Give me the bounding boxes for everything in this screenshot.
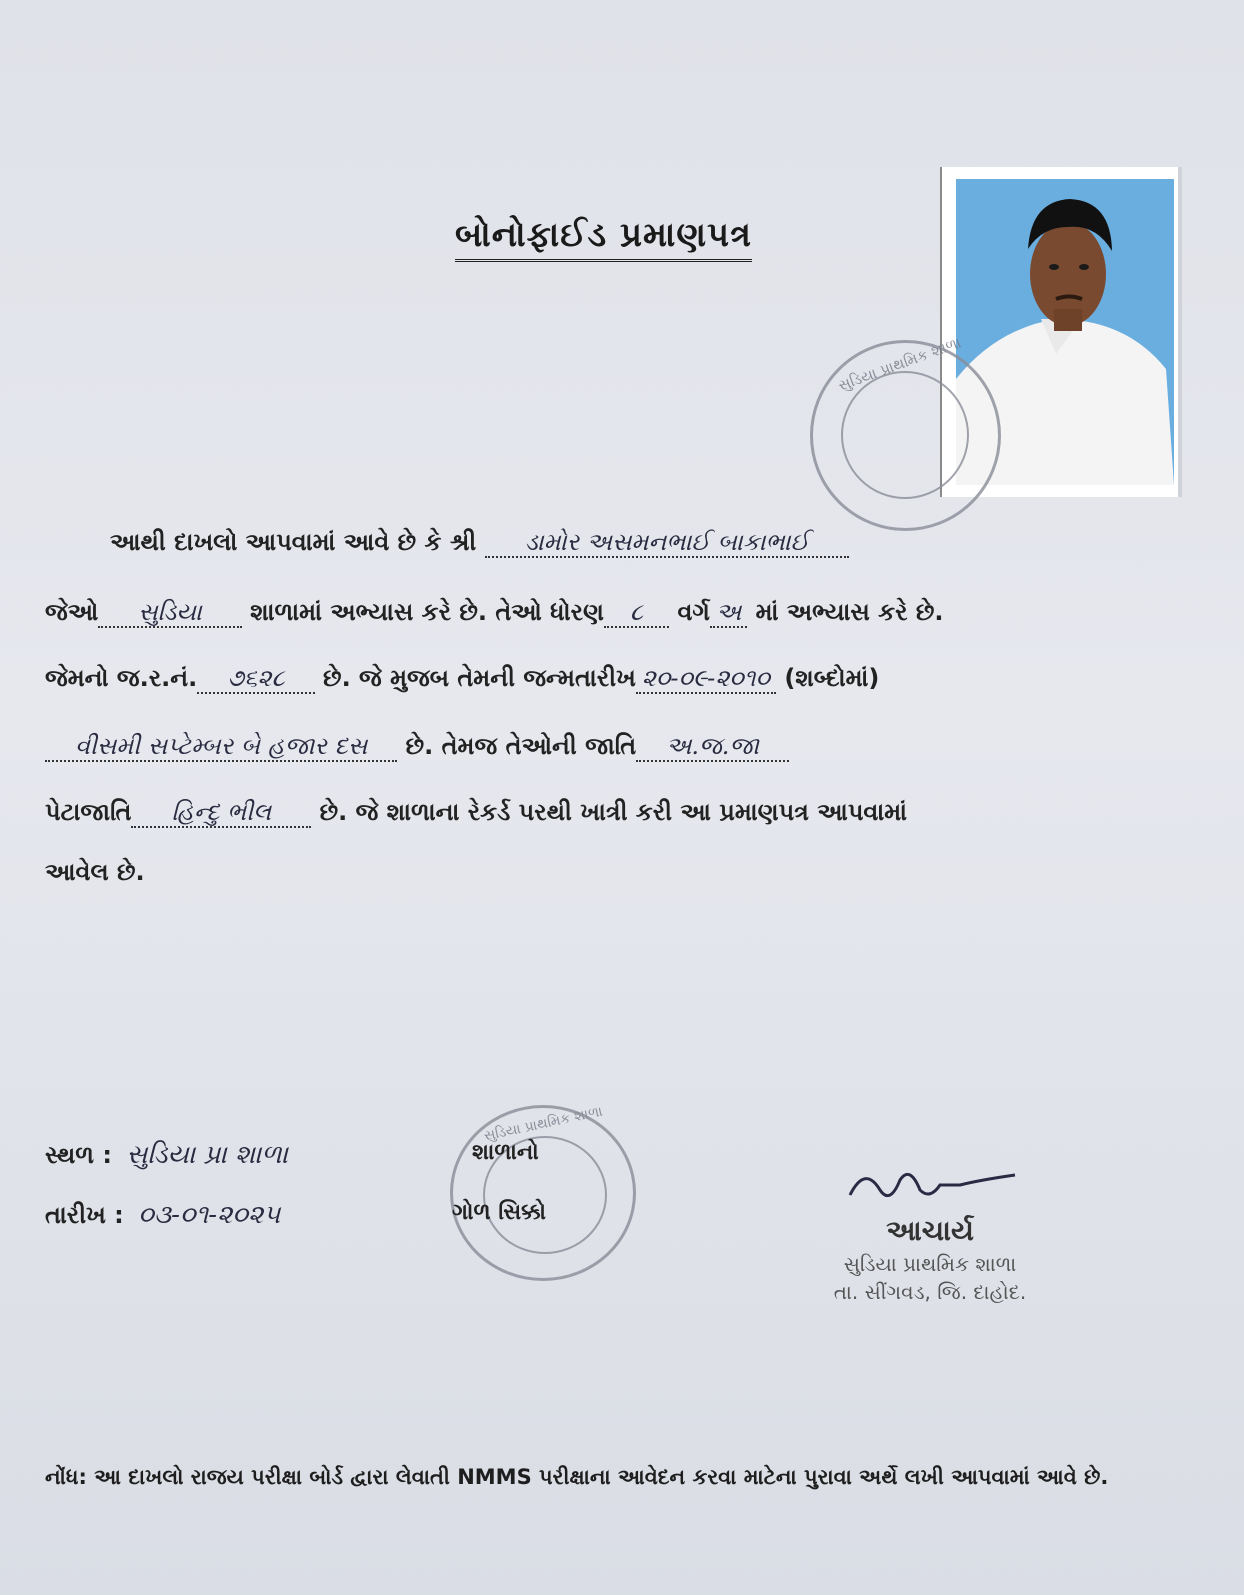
class-division: અ (710, 598, 747, 628)
school-short: સુડિયા (98, 598, 242, 628)
seal-outer-text: સુડિયા પ્રાથમિક શાળા (482, 1103, 605, 1145)
school-stamp-photo (810, 333, 1001, 531)
body-line-1 (45, 528, 1244, 556)
signature-scrawl (800, 1160, 1060, 1214)
line5-suffix: છે. જે શાળાના રેકર્ડ પરથી ખાત્રી કરી આ પ્રમાણપત્ર આપવામાં (319, 798, 908, 826)
line2-mid: શાળામાં અભ્યાસ કરે છે. તેઓ ધોરણ (250, 598, 604, 626)
line2-suffix: માં અભ્યાસ કરે છે. (755, 598, 944, 626)
signature-mark (840, 1160, 1020, 1210)
caste: અ.જ.જા (636, 732, 789, 762)
register-number: ૭૬૨૮ (197, 664, 314, 694)
seal-label-1: શાળાનો (472, 1140, 539, 1165)
date-row (45, 1200, 286, 1231)
line3-mid: છે. જે મુજબ તેમની જન્મતારીખ (323, 664, 636, 692)
place-row (45, 1140, 294, 1171)
birth-date: ૨૦-૦૯-૨૦૧૦ (636, 664, 776, 694)
place-label: સ્થળ : (45, 1141, 112, 1169)
stamp-inner-ring (841, 371, 969, 499)
school-seal (450, 1105, 636, 1281)
body-line-3 (45, 664, 1185, 692)
body-line-5 (45, 798, 1185, 826)
sub-caste: હિન્દુ ભીલ (131, 798, 311, 828)
date-value: ૦૩-૦૧-૨૦૨૫ (138, 1200, 281, 1230)
line6: આવેલ છે. (45, 858, 145, 886)
standard: ૮ (604, 598, 669, 628)
line3-suffix: (શબ્દોમાં) (784, 664, 880, 692)
seal-label-2: ગોળ સિક્કો (452, 1200, 547, 1225)
page-title: બોનોફાઈડ પ્રમાણપત્ર (455, 215, 752, 262)
line4-mid: છે. તેમજ તેઓની જાતિ (405, 732, 637, 760)
line3-prefix: જેમનો જ.ર.નં. (45, 664, 198, 692)
body-line-4 (45, 732, 1185, 760)
line5-prefix: પેટાજાતિ (45, 798, 132, 826)
body-line-2 (45, 598, 1185, 626)
line1-prefix: આથી દાખલો આપવામાં આવે છે કે શ્રી (110, 528, 477, 556)
line2-prefix: જેઓ (45, 598, 99, 626)
place-value: સુડિયા પ્રા શાળા (126, 1140, 289, 1170)
stamp-text: સુડિયા પ્રાથમિક શાળા (835, 333, 964, 395)
signature-school: સુડિયા પ્રાથમિક શાળા (843, 1252, 1017, 1276)
birth-date-words: વીસમી સપ્ટેમ્બર બે હજાર દસ (45, 732, 397, 762)
principal-signature-block (800, 1160, 1060, 1304)
line2-mid2: વર્ગ (677, 598, 710, 626)
signature-address: તા. સીંગવડ, જિ. દાહોદ. (833, 1280, 1027, 1304)
principal-title: આચાર્ય (886, 1214, 974, 1247)
body-line-6 (45, 858, 1185, 886)
footnote: નોંધ: આ દાખલો રાજય પરીક્ષા બોર્ડ દ્વારા લેવાતી NMMS પરીક્ષાના આવેદન કરવા માટેના પુરાવા અર્થે લખી આપવામાં આવે છે. (45, 1465, 1109, 1489)
date-label: તારીખ : (45, 1201, 124, 1229)
student-name: ડામોર અસમનભાઈ બાકાભાઈ (485, 528, 849, 558)
